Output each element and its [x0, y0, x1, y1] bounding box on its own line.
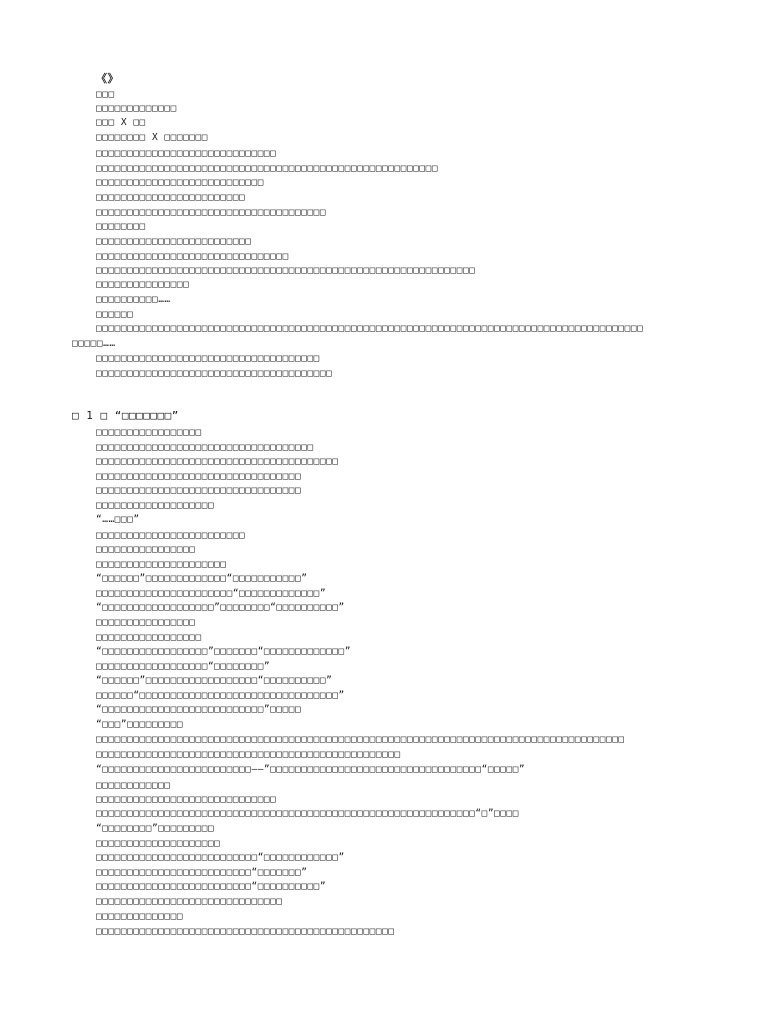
chapter-heading: □ 1 □ “□□□□□□□” [72, 409, 179, 422]
chapter-line: □□□□□□□□□□□□□□□□□ [96, 427, 202, 438]
chapter-line: □□□□□□□□□□□□□□□□□□“□□□□□□□□” [96, 661, 271, 672]
intro-line: □□□□□□□□□□□□□□□□□□□□□□□□□□□□□ [96, 148, 277, 159]
chapter-line: “□□□□□□”□□□□□□□□□□□□□“□□□□□□□□□□□” [96, 573, 308, 584]
intro-line: □□□□□□□□ X □□□□□□□ [96, 132, 208, 143]
chapter-line: “□□□□□□□□□□□□□□□□□□”□□□□□□□□“□□□□□□□□□□” [96, 602, 345, 613]
intro-line: □□□□□□ [96, 309, 134, 320]
chapter-line: □□□□□□□□□□□□□□□□□□□□□□□□ [96, 530, 246, 541]
intro-line: □□□ [96, 89, 115, 100]
chapter-line: □□□□□□□□□□□□□□ [96, 911, 184, 922]
intro-line: □□□□□□□□□□□□□□□□□□□□□□□□□□□□□□□□□□□□□□ [96, 368, 333, 379]
intro-line: □□□□□□□□□□□□□□□□□□□□□□□□□□□□□□□□□□□□□ [96, 207, 327, 218]
intro-line: □□□□□□□□□□□□□□□□□□□□□□□□ [96, 192, 246, 203]
chapter-line: □□□□□□□□□□□□□□□□□□□□□□□□□□□□□□□□□□□□□□□□□□□□□□□□□□□□□□□□□□□□□□□□□□□□□□□□□□□□□□□□□□□□□ [96, 734, 625, 745]
chapter-line: □□□□□□□□□□□□□□□□ [96, 544, 196, 555]
chapter-line: “□□□□□□□□□□□□□□□□□□□□□□□□——”□□□□□□□□□□□□□□□□□□□□□□□□□□□□□□□□□□“□□□□□” [96, 764, 526, 775]
chapter-line: “□□□□□□□□”□□□□□□□□□ [96, 823, 215, 834]
chapter-line: □□□□□□“□□□□□□□□□□□□□□□□□□□□□□□□□□□□□□□□” [96, 690, 345, 701]
chapter-line: □□□□□□□□□□□□□□□□□□□□□□□□□□□□□□□□□□□□□□□ [96, 456, 339, 467]
chapter-line: □□□□□□□□□□□□□□□□□□□□□□□□□□“□□□□□□□□□□□□” [96, 852, 345, 863]
intro-line: □□□□□□□□ [96, 221, 146, 232]
intro-line: □□□□□□□□□□□□□□□ [96, 279, 190, 290]
chapter-line: □□□□□□□□□□□□□□□□□□□□□ [96, 559, 227, 570]
chapter-line: □□□□□□□□□□□□□□□□□□□□□□□□□□□□□ [96, 794, 277, 805]
document-marker: 《》 [96, 72, 119, 85]
chapter-line: □□□□□□□□□□□□□□□□□□□□□□□□□□□□□□□□□□□□□□□□□□□□□□□□ [96, 926, 395, 937]
chapter-line: □□□□□□□□□□□□□□□□□□□□□□□□□□□□□□□□□ [96, 471, 302, 482]
chapter-line: □□□□□□□□□□□□□□□□ [96, 617, 196, 628]
chapter-line: □□□□□□□□□□□□□□□□□□□□□□□□□“□□□□□□□□□□” [96, 881, 327, 892]
chapter-line: □□□□□□□□□□□□□□□□□□□ [96, 500, 215, 511]
chapter-line: □□□□□□□□□□□□□□□□□ [96, 632, 202, 643]
chapter-line: □□□□□□□□□□□□□□□□□□□□□□□□□□□□□□□□□ [96, 485, 302, 496]
chapter-line: “□□□□□□□□□□□□□□□□□□□□□□□□□□”□□□□□ [96, 704, 302, 715]
intro-line: □□□□□□□□□□…… [96, 294, 171, 305]
intro-line: □□□□□□□□□□□□□□□□□□□□□□□□□□□ [96, 177, 264, 188]
intro-line: □□□□□□□□□□□□□□□□□□□□□□□□□ [96, 236, 252, 247]
chapter-line: □□□□□□□□□□□□□□□□□□□□□□□□□“□□□□□□□” [96, 867, 308, 878]
intro-line: □□□□□□□□□□□□□□□□□□□□□□□□□□□□□□□□□□□□□□□□□□□□□□□□□□□□□□□□□□□□□ [96, 265, 476, 276]
chapter-line: □□□□□□□□□□□□ [96, 780, 171, 791]
chapter-line: “□□□”□□□□□□□□□ [96, 719, 184, 730]
intro-line: □□□□□□□□□□□□□□□□□□□□□□□□□□□□□□□□□□□□ [96, 353, 320, 364]
intro-line: □□□□□□□□□□□□□□□□□□□□□□□□□□□□□□□□□□□□□□□□□□□□□□□□□□□□□□□□□□□□□□□□□□□□□□□□□□□□□□□□□□□□□□□□ [96, 323, 644, 334]
chapter-line: □□□□□□□□□□□□□□□□□□□□□□□□□□□□□□□□□□□ [96, 442, 314, 453]
intro-line-wrap: □□□□□…… [72, 338, 116, 349]
chapter-line: □□□□□□□□□□□□□□□□□□□□ [96, 838, 221, 849]
intro-line: □□□□□□□□□□□□□□□□□□□□□□□□□□□□□□□ [96, 251, 289, 262]
chapter-line: □□□□□□□□□□□□□□□□□□□□□□□□□□□□□□□□□□□□□□□□□□□□□□□□□□□□□□□□□□□□□“□”□□□□ [96, 808, 519, 819]
chapter-line: “□□□□□□□□□□□□□□□□□”□□□□□□□“□□□□□□□□□□□□□” [96, 646, 351, 657]
intro-line: □□□□□□□□□□□□□□□□□□□□□□□□□□□□□□□□□□□□□□□□□□□□□□□□□□□□□□□ [96, 163, 439, 174]
chapter-line: □□□□□□□□□□□□□□□□□□□□□□“□□□□□□□□□□□□□” [96, 588, 327, 599]
chapter-line: “□□□□□□”□□□□□□□□□□□□□□□□□□“□□□□□□□□□□” [96, 675, 333, 686]
chapter-line: □□□□□□□□□□□□□□□□□□□□□□□□□□□□□□□□□□□□□□□□□□□□□□□□□ [96, 749, 401, 760]
intro-line: □□□ X □□ [96, 117, 146, 128]
chapter-line: □□□□□□□□□□□□□□□□□□□□□□□□□□□□□□ [96, 896, 283, 907]
intro-line: □□□□□□□□□□□□□ [96, 103, 177, 114]
chapter-line: “……□□□” [96, 514, 140, 525]
